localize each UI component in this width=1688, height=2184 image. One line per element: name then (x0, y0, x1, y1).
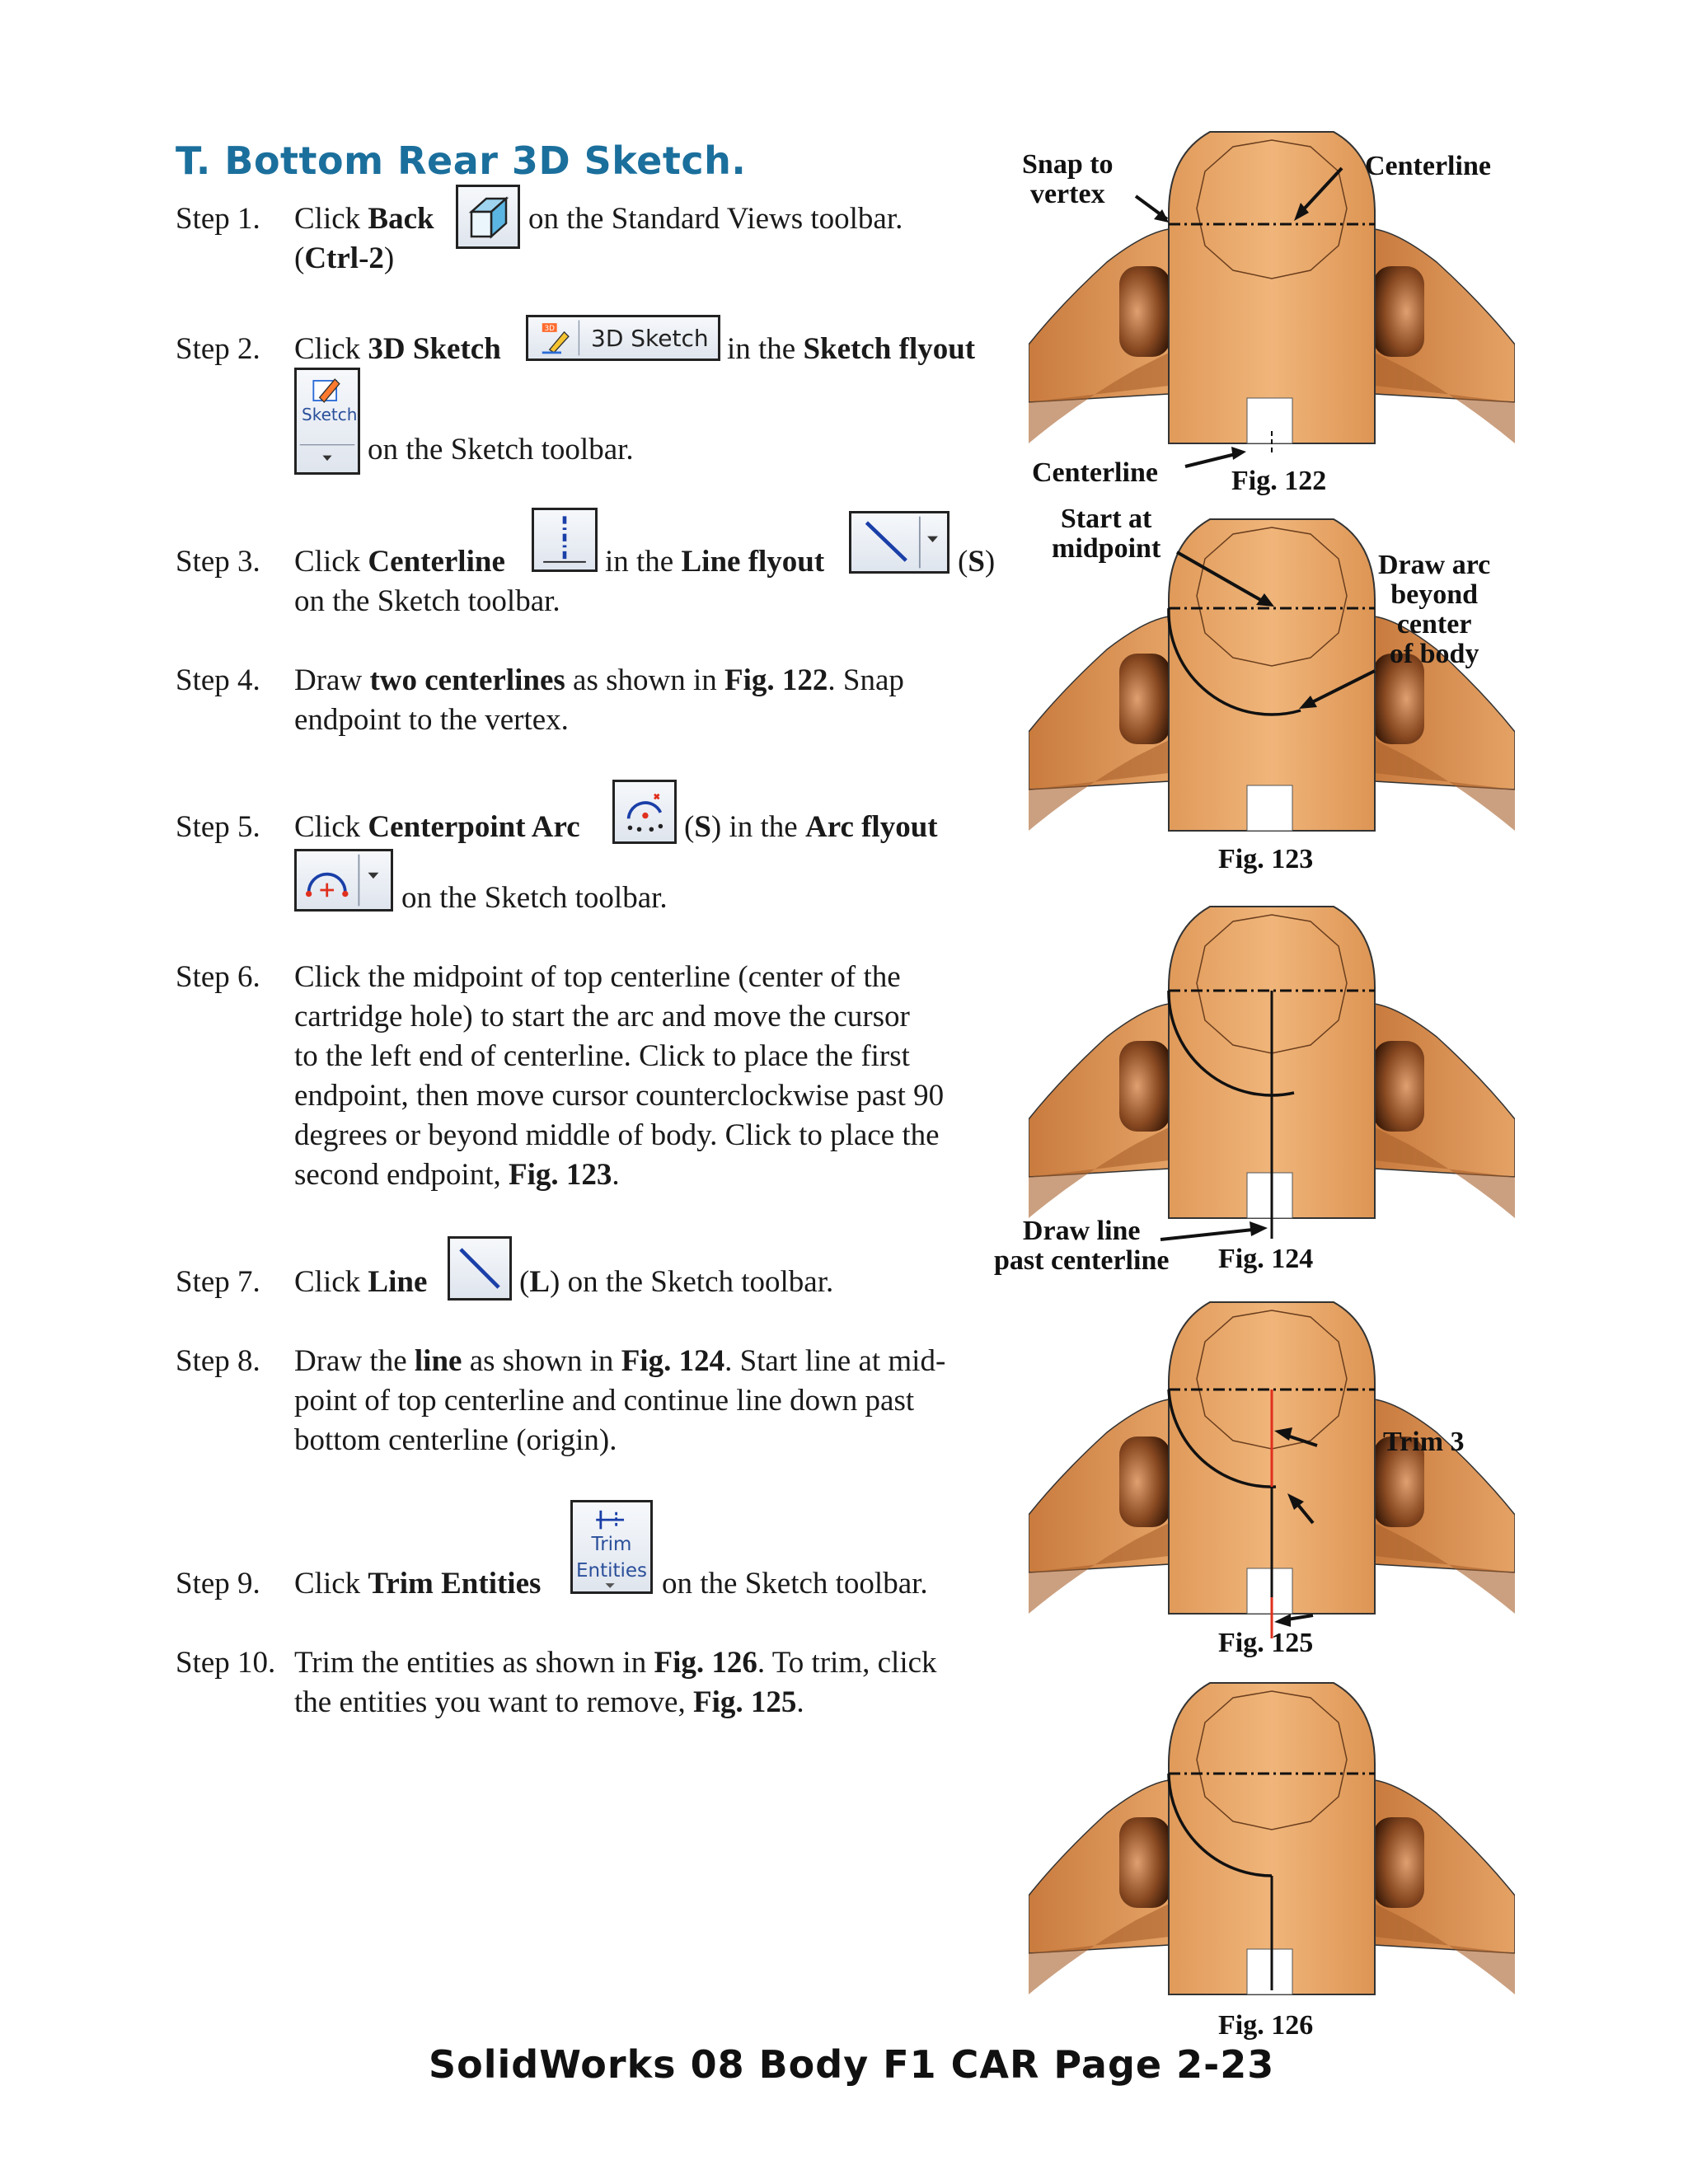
centerpoint-arc-button[interactable] (612, 780, 677, 844)
step-text: on the Sketch toolbar. (662, 1567, 928, 1601)
cube-icon (458, 187, 518, 246)
fig-125-caption: Fig. 125 (1218, 1628, 1314, 1658)
step-text: Click Back (294, 202, 434, 236)
fig-124-caption: Fig. 124 (1218, 1244, 1314, 1274)
back-view-button[interactable] (456, 185, 520, 249)
fig-122-caption: Fig. 122 (1231, 466, 1327, 496)
step-text: on the Standard Views toolbar. (528, 202, 903, 236)
step-number: Step 3. (176, 545, 260, 579)
step-number: Step 6. (176, 960, 260, 994)
draw-line-label: Draw line past centerline (994, 1216, 1170, 1276)
bottom-arrow (1185, 453, 1239, 466)
figure-126 (1029, 1673, 1515, 2019)
step-text: (S) in the Arc flyout (684, 810, 938, 844)
step-text: Click Centerline (294, 545, 505, 579)
start-at-midpoint-label: Start at midpoint (1052, 504, 1161, 564)
centerline-button[interactable] (532, 508, 598, 572)
section-title: T. Bottom Rear 3D Sketch. (176, 138, 747, 183)
line-tool-icon (450, 1239, 509, 1298)
step-text: Trim the entities as shown in Fig. 126. To trim, click (294, 1646, 937, 1680)
step-text: on the Sketch toolbar. (368, 433, 634, 466)
step-text: endpoint, then move cursor counterclockwise past 90 (294, 1079, 945, 1113)
car-body-diagram (1029, 1673, 1515, 2019)
step-number: Step 9. (176, 1567, 260, 1601)
step-text: cartridge hole) to start the arc and move the cursor (294, 1000, 910, 1033)
step-number: Step 5. (176, 810, 260, 844)
sketch-label: Sketch (302, 405, 358, 424)
step-text: endpoint to the vertex. (294, 703, 569, 737)
centerpoint-arc-icon (615, 782, 674, 841)
line-button[interactable] (448, 1236, 512, 1301)
step-number: Step 7. (176, 1265, 260, 1299)
arc-flyout-icon (297, 851, 391, 909)
line-icon (851, 513, 947, 571)
step-text: (S) (958, 545, 996, 579)
step-number: Step 4. (176, 663, 260, 697)
step-number: Step 10. (176, 1646, 276, 1680)
fig-123-caption: Fig. 123 (1218, 844, 1314, 874)
draw-arc-label: Draw arc beyond center of body (1378, 550, 1491, 669)
car-body-diagram (1029, 897, 1515, 1243)
step-text: degrees or beyond middle of body. Click to place the (294, 1118, 940, 1152)
step-number: Step 2. (176, 332, 260, 366)
snap-to-vertex-label: Snap to vertex (1022, 149, 1114, 209)
step-text: Click Line (294, 1265, 428, 1299)
trim-label: Trim (591, 1534, 632, 1555)
step-text: Click Trim Entities (294, 1567, 542, 1601)
line-flyout-button[interactable] (849, 511, 950, 574)
step-text: bottom centerline (origin). (294, 1423, 617, 1457)
page-footer: SolidWorks 08 Body F1 CAR Page 2-23 (429, 2042, 1275, 2087)
trim-entities-button[interactable] (570, 1500, 653, 1594)
step-text: Click 3D Sketch (294, 332, 501, 366)
fig-126-caption: Fig. 126 (1218, 2010, 1314, 2041)
svg-text:3D: 3D (544, 325, 555, 334)
centerline-icon (534, 510, 595, 569)
sketch-flyout-button[interactable] (294, 368, 360, 475)
step-text: Draw the line as shown in Fig. 124. Start line at mid- (294, 1344, 946, 1378)
step-text: (Ctrl-2) (294, 241, 395, 275)
3d-sketch-button[interactable] (526, 315, 720, 361)
step-text: in the Sketch flyout (727, 332, 976, 366)
step-text: in the Line flyout (605, 545, 825, 579)
trim-3-label: Trim 3 (1383, 1427, 1465, 1457)
step-text: Click the midpoint of top centerline (center of the (294, 960, 901, 994)
3d-sketch-label: 3D Sketch (591, 325, 709, 352)
step-text: point of top centerline and continue line down past (294, 1384, 915, 1418)
step-text: Draw two centerlines as shown in Fig. 122. Snap (294, 663, 904, 697)
step-text: to the left end of centerline. Click to place the first (294, 1039, 910, 1073)
figure-125 (1029, 1292, 1515, 1638)
step-text: the entities you want to remove, Fig. 125. (294, 1685, 804, 1719)
step-number: Step 1. (176, 202, 260, 236)
arc-flyout-button[interactable] (294, 849, 393, 912)
step-text: on the Sketch toolbar. (294, 584, 560, 618)
step-text: on the Sketch toolbar. (401, 881, 668, 915)
centerline-bottom-label: Centerline (1032, 457, 1158, 488)
step-text: second endpoint, Fig. 123. (294, 1158, 620, 1192)
centerline-label: Centerline (1365, 151, 1491, 181)
car-body-diagram (1029, 1292, 1515, 1638)
step-text: (L) on the Sketch toolbar. (519, 1265, 834, 1299)
entities-label: Entities (575, 1560, 648, 1582)
figure-124 (1029, 897, 1515, 1243)
step-text: Click Centerpoint Arc (294, 810, 580, 844)
step-number: Step 8. (176, 1344, 260, 1378)
